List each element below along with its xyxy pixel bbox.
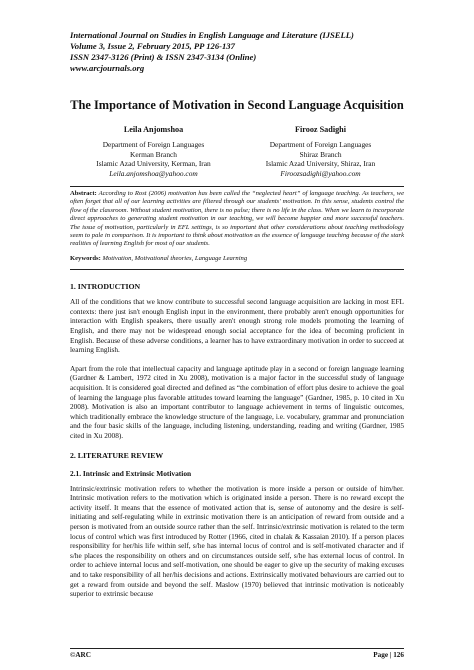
journal-header — [70, 30, 404, 74]
literature-paragraph-1: Intrinsic/extrinsic motivation refers to whether the motivation is more inside a person or outside of him/her. Intrinsic motivation refers to the motivation which is originated inside a person. There is no reward except the activity itself. It means that the essence of motivated action that is, sense of autonomy and the desire is self-initiating and self-regulating while in extrinsic motivation there is an anticipation of reward from outside and a person is motivated from an outside source rather than the self. Intrinsic/extrinsic motivation is related to the term locus of control which was first introduced by Rotter (1966, cited in chalak & Kassaian 2010). If a person places responsibility for her/his life within self, s/he has internal locus of control and is self-motivated character and if s/he places the responsibility on others and on circumstances outside self, s/he has external locus of control. In order to achieve internal locus and self-motivation, one should be eager to give up the security of making excuses and to take responsibility of all her/his decisions and actions. Extrinsically motivated behaviours are carried out to get a reward from outside and beyond the self. Maslow (1970) believed that intrinsic motivation is noticeably superior to extrinsic because — [70, 483, 404, 599]
author-university: Islamic Azad University, Shiraz, Iran — [265, 159, 376, 169]
intro-paragraph-2: Apart from the role that intellectual capacity and language aptitude play in a second or foreign language learning (Gardner & Lambert, 1972 cited in Xu 2008), motivation is a major factor in the successful study of language acquisition. It is considered goal directed and defined as “the combination of effort plus desire to achieve the goal of learning the language plus favorable attitudes toward learning the language” (Gardner, 1985, p. 10 cited in Xu 2008). Motivation is also an important contributor to language achievement in terms of linguistic outcomes, which traditionally embrace the knowledge structure of the language, i.e. vocabulary, grammar and pronunciation and the four basic skills of the language, including listening, understanding, reading and writing (Gardner, 1985 cited in Xu 2008). — [70, 363, 404, 440]
section-heading-introduction: 1. INTRODUCTION — [70, 282, 141, 292]
footer-page-number: Page | 126 — [373, 651, 404, 659]
page-footer — [70, 651, 404, 659]
abstract-text: According to Rost (2006) motivation has been called the “neglected heart” of language teaching. As teachers, we often forget that all of our learning activities are filtered through our students' motivation. In this sense, students control the flow of the classroom. Without student motivation, there is no pulse; there is no life in the class. When we learn to incorporate direct approaches to generating student motivation in our teaching, we will become happier and more successful teachers. The issue of motivation, particularly in EFL settings, is so important that other considerations about teaching methodology seem to pale in comparison. It is important to think about motivation as the essence of language teaching because of the stark realities of learning English for most of our students. — [70, 190, 405, 248]
journal-volume: Volume 3, Issue 2, February 2015, PP 126-137 — [70, 41, 235, 51]
author-block — [70, 125, 404, 178]
abstract — [70, 190, 404, 249]
section-heading-literature-review: 2. LITERATURE REVIEW — [70, 450, 164, 460]
author-name: Firooz Sadighi — [294, 125, 347, 134]
author-2 — [237, 125, 404, 178]
keywords-label: Keywords: — [70, 254, 101, 262]
author-1 — [70, 125, 237, 178]
author-email: Firoozsadighi@yahoo.com — [280, 168, 361, 178]
intro-paragraph-1: All of the conditions that we know contribute to successful second language acquisition are lacking in most EFL contexts: there just isn't enough English input in the environment, there probably aren't enough opportunities for interaction with English speakers, there usually aren't enough strong role models promoting the learning of English, and there may not be widespread enough social acceptance for the idea of becoming proficient in English. Because of these adverse conditions, a learner has to have extraordinary motivation in order to succeed at learning English. — [70, 297, 404, 355]
author-branch: Kerman Branch — [130, 149, 177, 159]
author-name: Leila Anjomshoa — [123, 125, 184, 134]
author-department: Department of Foreign Languages — [269, 140, 372, 150]
author-department: Department of Foreign Languages — [102, 140, 205, 150]
author-branch: Shiraz Branch — [299, 149, 342, 159]
author-email: Leila.anjomshoa@yahoo.com — [109, 168, 198, 178]
footer-copyright: ©ARC — [70, 651, 91, 659]
keywords — [70, 255, 404, 263]
author-university: Islamic Azad University, Kerman, Iran — [96, 159, 211, 169]
keywords-text: Motivation, Motivational theories, Language Learning — [102, 254, 248, 262]
abstract-label: Abstract: — [70, 190, 97, 198]
abstract-box — [70, 186, 404, 270]
footer-rule — [70, 648, 404, 649]
paper-title: The Importance of Motivation in Second Language Acquisition — [70, 98, 404, 112]
journal-issn: ISSN 2347-3126 (Print) & ISSN 2347-3134 (Online) — [70, 52, 257, 62]
journal-website: www.arcjournals.org — [70, 63, 145, 73]
subsection-heading: 2.1. Intrinsic and Extrinsic Motivation — [70, 468, 192, 478]
journal-name: International Journal on Studies in English Language and Literature (IJSELL) — [70, 30, 354, 40]
